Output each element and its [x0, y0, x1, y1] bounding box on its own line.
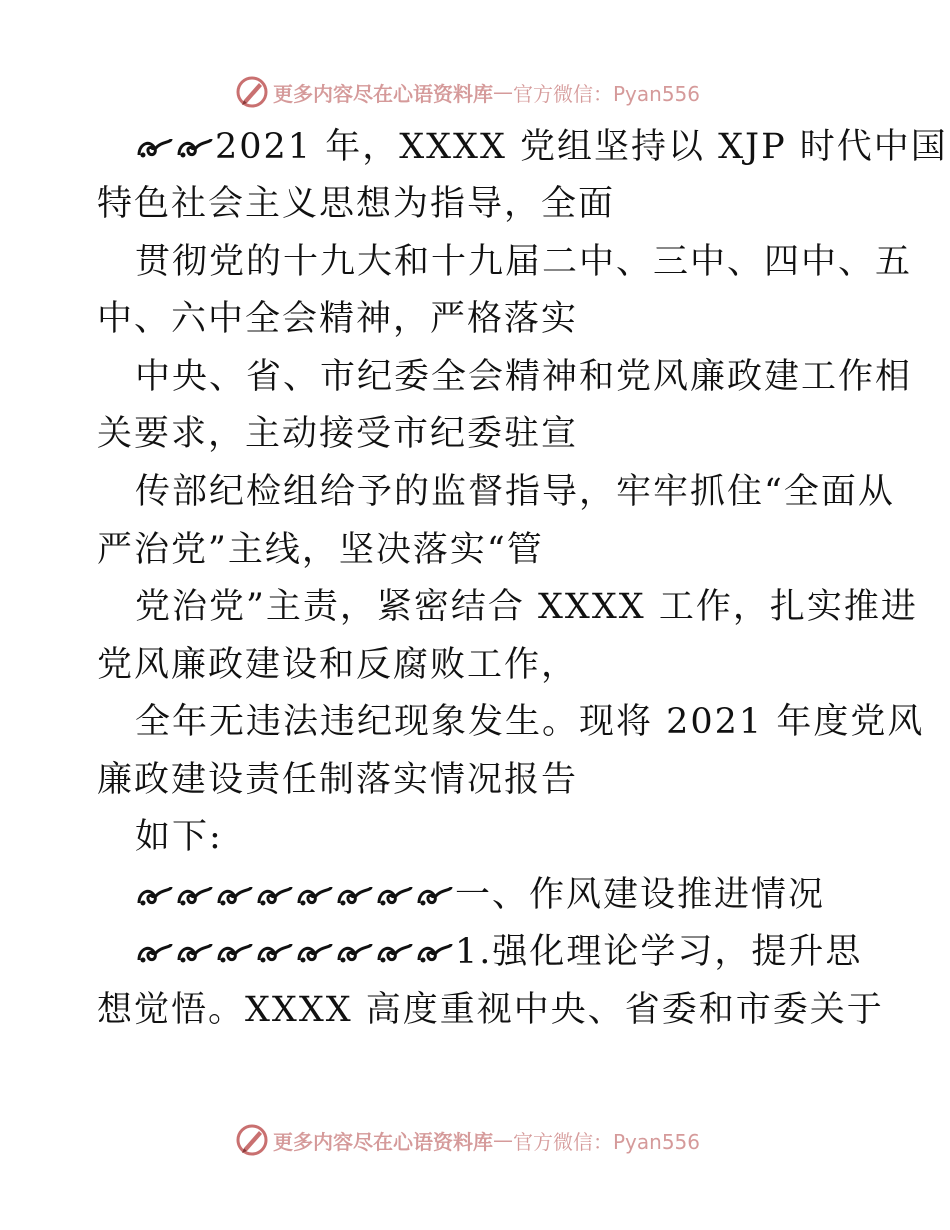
fleuron-icon [175, 883, 215, 909]
line-text: 特色社会主义思想为指导，全面 [97, 184, 616, 224]
fleuron-icon [295, 883, 335, 909]
text-line [97, 639, 578, 691]
footer-watermark [235, 1120, 700, 1160]
fleuron-icon [215, 940, 255, 966]
line-text: 党风廉政建设和反腐败工作， [97, 645, 579, 685]
line-text: 中央、省、市纪委全会精神和党风廉政建工作相 [135, 357, 913, 397]
fleuron-icon [255, 940, 295, 966]
watermark-brand: 更多内容尽在心语资料库 [273, 1129, 493, 1154]
line-text: 中、六中全会精神，严格落实 [97, 299, 579, 339]
line-text: 党治党”主责，紧密结合 XXXX 工作，扎实推进 [135, 587, 918, 627]
text-line [135, 581, 918, 633]
pen-logo-icon [235, 1123, 269, 1157]
line-text: 严治党”主线，坚决落实“管 [97, 530, 544, 570]
text-line [97, 984, 884, 1036]
text-line [97, 754, 578, 806]
text-line [135, 351, 912, 403]
line-text: 想觉悟。XXXX 高度重视中央、省委和市委关于 [97, 990, 884, 1030]
line-text: 关要求，主动接受市纪委驻宣 [97, 414, 579, 454]
line-text: 传部纪检组给予的监督指导，牢牢抓住“全面从 [135, 472, 895, 512]
watermark-brand: 更多内容尽在心语资料库 [273, 81, 493, 106]
pen-logo-icon [235, 75, 269, 109]
text-line [135, 696, 924, 748]
line-text: 廉政建设责任制落实情况报告 [97, 760, 579, 800]
fleuron-icon [215, 883, 255, 909]
fleuron-icon [135, 940, 175, 966]
text-line [135, 466, 895, 518]
fleuron-icon [375, 883, 415, 909]
text-line [135, 811, 223, 863]
text-line [135, 926, 862, 978]
fleuron-icon [135, 883, 175, 909]
line-text: 如下: [135, 817, 223, 857]
fleuron-icon [295, 940, 335, 966]
section-heading [135, 869, 825, 921]
fleuron-icon [415, 883, 455, 909]
line-text: 1.强化理论学习，提升思 [455, 932, 863, 972]
fleuron-icon [335, 940, 375, 966]
line-text: 一、作风建设推进情况 [455, 875, 826, 915]
text-line [135, 236, 912, 288]
text-line [97, 408, 578, 460]
watermark-separator: — [493, 1128, 513, 1152]
text-line [135, 121, 948, 173]
fleuron-icon [335, 883, 375, 909]
line-text: 贯彻党的十九大和十九届二中、三中、四中、五 [135, 242, 913, 282]
watermark-wechat: 官方微信：Pyan556 [513, 81, 701, 106]
text-line [97, 178, 615, 230]
watermark-wechat: 官方微信：Pyan556 [513, 1129, 701, 1154]
text-line [97, 293, 578, 345]
line-text: 全年无违法违纪现象发生。现将 2021 年度党风 [135, 702, 925, 742]
line-text: 2021 年，XXXX 党组坚持以 XJP 时代中国 [215, 127, 948, 167]
text-line [97, 524, 544, 576]
watermark-separator: — [493, 80, 513, 104]
fleuron-icon [175, 940, 215, 966]
fleuron-icon [135, 135, 175, 161]
fleuron-icon [255, 883, 295, 909]
fleuron-icon [375, 940, 415, 966]
fleuron-icon [415, 940, 455, 966]
fleuron-icon [175, 135, 215, 161]
header-watermark [235, 72, 700, 112]
